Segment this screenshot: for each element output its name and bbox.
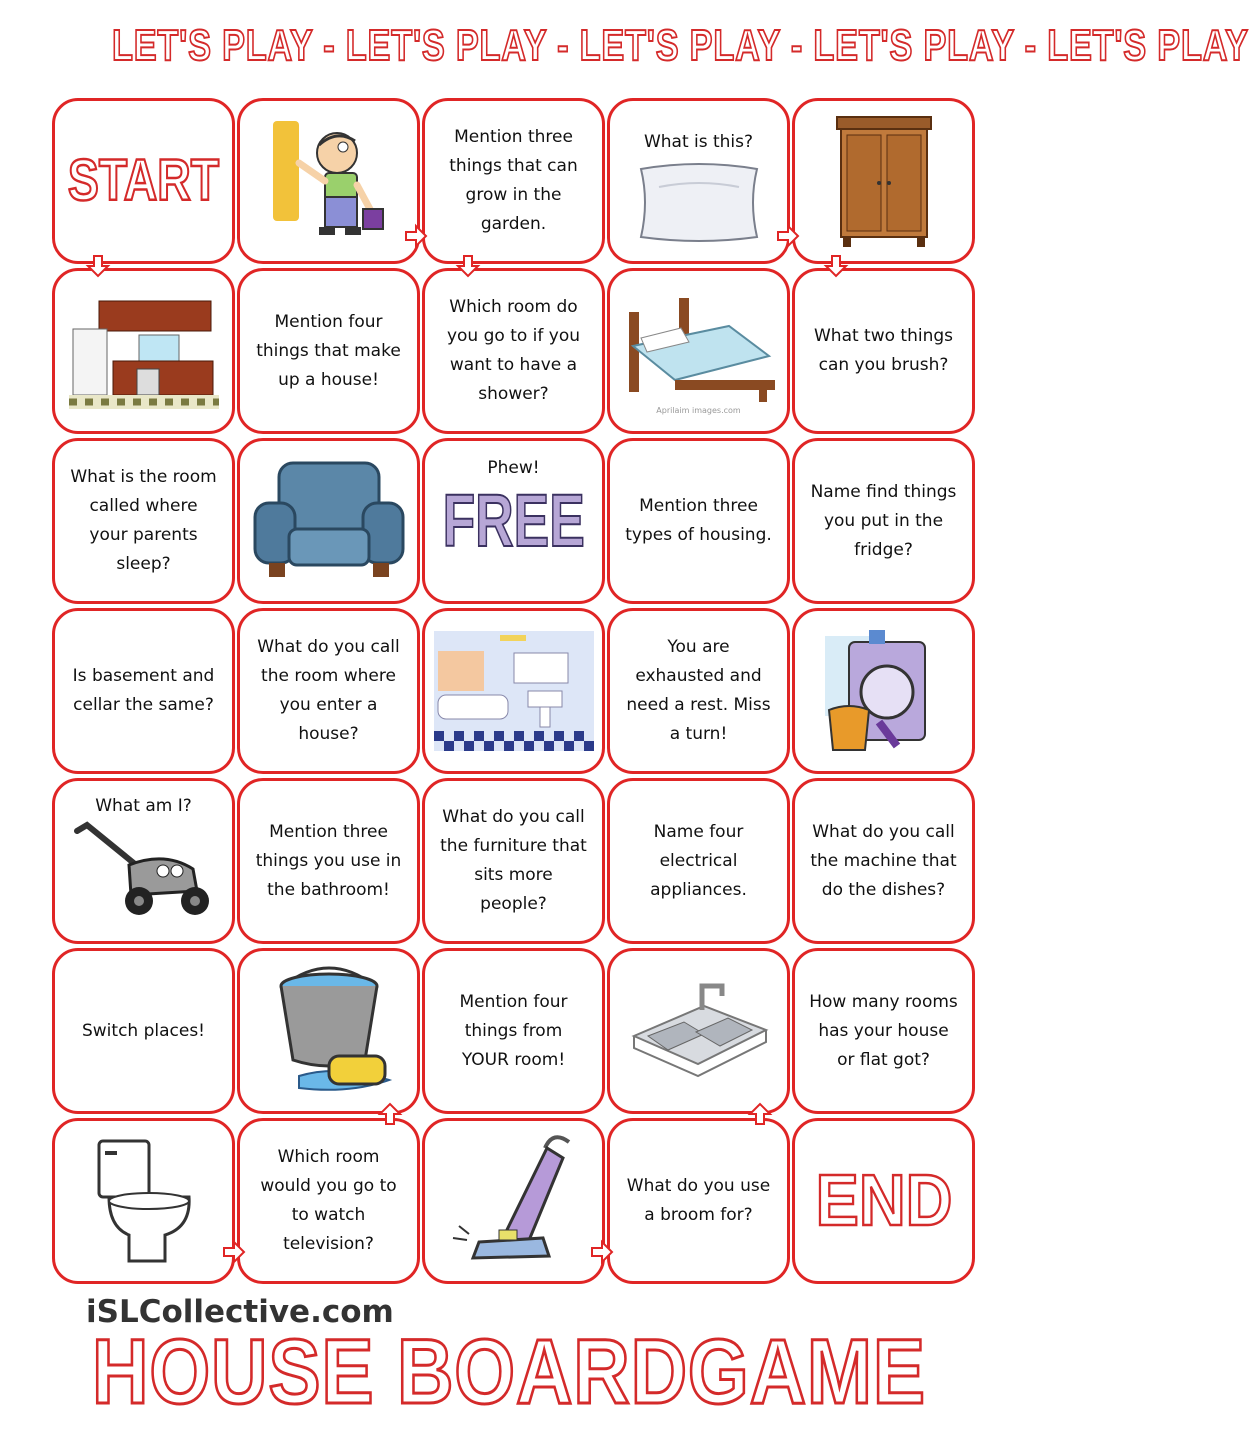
cell-rooms-count[interactable] <box>792 948 975 1114</box>
arrow-down-icon <box>88 256 108 276</box>
cell-start[interactable] <box>52 98 235 264</box>
cell-entrance[interactable] <box>237 608 420 774</box>
question-text: What two things can you brush? <box>813 326 954 375</box>
arrow-up-icon <box>380 1104 400 1124</box>
arrow-down-icon <box>826 256 846 276</box>
cell-pillow[interactable] <box>607 98 790 264</box>
cell-bathroom[interactable] <box>422 608 605 774</box>
question-text: Mention four things from YOUR room! <box>459 991 568 1070</box>
cell-fridge[interactable] <box>792 438 975 604</box>
question-text: Mention three things you use in the bathroom! <box>255 821 402 900</box>
cell-garden[interactable] <box>422 98 605 264</box>
washing-machine-icon <box>819 626 949 756</box>
question-text: What is this? <box>643 132 754 152</box>
question-text: What is the room called where your parents sleep? <box>70 467 217 574</box>
pillow-icon <box>629 157 769 247</box>
arrow-up-icon <box>750 1104 770 1124</box>
arrow-right-icon <box>592 1242 612 1262</box>
cell-kitchen[interactable] <box>52 268 235 434</box>
footer-title: HOUSE BOARDGAME <box>92 1321 926 1423</box>
question-text: Which room would you go to to watch television? <box>260 1147 397 1254</box>
vacuum-icon <box>439 1126 589 1276</box>
cell-appliances[interactable] <box>607 778 790 944</box>
kitchen-icon <box>69 291 219 411</box>
cell-broom[interactable] <box>607 1118 790 1284</box>
question-text: Name four electrical appliances. <box>650 821 747 900</box>
phew-label: Phew! <box>487 458 540 478</box>
cell-sink[interactable] <box>607 948 790 1114</box>
question-text: What do you call the machine that do the dishes? <box>810 821 957 900</box>
cell-washing-machine[interactable] <box>792 608 975 774</box>
cell-house-parts[interactable] <box>237 268 420 434</box>
arrow-down-icon <box>458 256 478 276</box>
arrow-right-icon <box>406 226 426 246</box>
arrow-right-icon <box>224 1242 244 1262</box>
painter-icon <box>259 111 399 251</box>
question-text: What do you call the furniture that sits more people? <box>440 807 587 914</box>
cell-your-room[interactable] <box>422 948 605 1114</box>
cell-shower[interactable] <box>422 268 605 434</box>
end-label: END <box>815 1161 952 1241</box>
cell-bed[interactable] <box>607 268 790 434</box>
question-text: Is basement and cellar the same? <box>72 666 215 715</box>
cell-television[interactable] <box>237 1118 420 1284</box>
site-watermark: iSLCollective.com <box>86 1294 394 1330</box>
bathroom-icon <box>434 631 594 751</box>
armchair-icon <box>249 451 409 591</box>
question-text: Which room do you go to if you want to have a shower? <box>446 297 581 404</box>
bucket-icon <box>259 956 399 1106</box>
cell-switch[interactable] <box>52 948 235 1114</box>
cell-painter[interactable] <box>237 98 420 264</box>
cell-housing[interactable] <box>607 438 790 604</box>
question-text: What do you call the room where you enter a house? <box>257 637 400 744</box>
cell-dishwasher[interactable] <box>792 778 975 944</box>
question-text: Mention three types of housing. <box>625 496 772 545</box>
sink-icon <box>624 976 774 1086</box>
toilet-icon <box>79 1131 209 1271</box>
banner-title: LET'S PLAY - LET'S PLAY - LET'S PLAY - LET'S PLAY - LET'S PLAY <box>111 21 1249 70</box>
cell-wardrobe[interactable] <box>792 98 975 264</box>
cell-what-am-i[interactable] <box>52 778 235 944</box>
question-text: Switch places! <box>81 1020 206 1041</box>
cell-sofa[interactable] <box>422 778 605 944</box>
start-label: START <box>67 148 220 213</box>
question-text: How many rooms has your house or flat got? <box>809 991 958 1070</box>
cell-toilet[interactable] <box>52 1118 235 1284</box>
cell-bathroom-things[interactable] <box>237 778 420 944</box>
cell-brush[interactable] <box>792 268 975 434</box>
question-text: You are exhausted and need a rest. Miss a turn! <box>626 637 771 744</box>
cell-end[interactable] <box>792 1118 975 1284</box>
cell-vacuum[interactable] <box>422 1118 605 1284</box>
question-text: What do you use a broom for? <box>626 1176 771 1225</box>
free-label: FREE <box>442 479 585 562</box>
cell-free[interactable] <box>422 438 605 604</box>
cell-parents-room[interactable] <box>52 438 235 604</box>
cell-bucket[interactable] <box>237 948 420 1114</box>
wardrobe-icon <box>829 111 939 251</box>
bed-icon <box>619 286 779 406</box>
question-text: What am I? <box>95 796 192 816</box>
cell-armchair[interactable] <box>237 438 420 604</box>
question-text: Mention three things that can grow in the garden. <box>449 127 578 234</box>
arrow-right-icon <box>778 226 798 246</box>
image-caption: Aprilaim images.com <box>656 406 741 415</box>
cell-basement[interactable] <box>52 608 235 774</box>
question-text: Name find things you put in the fridge? <box>810 481 957 560</box>
cell-miss-turn[interactable] <box>607 608 790 774</box>
question-text: Mention four things that make up a house! <box>256 311 401 390</box>
lawnmower-icon <box>69 821 219 921</box>
